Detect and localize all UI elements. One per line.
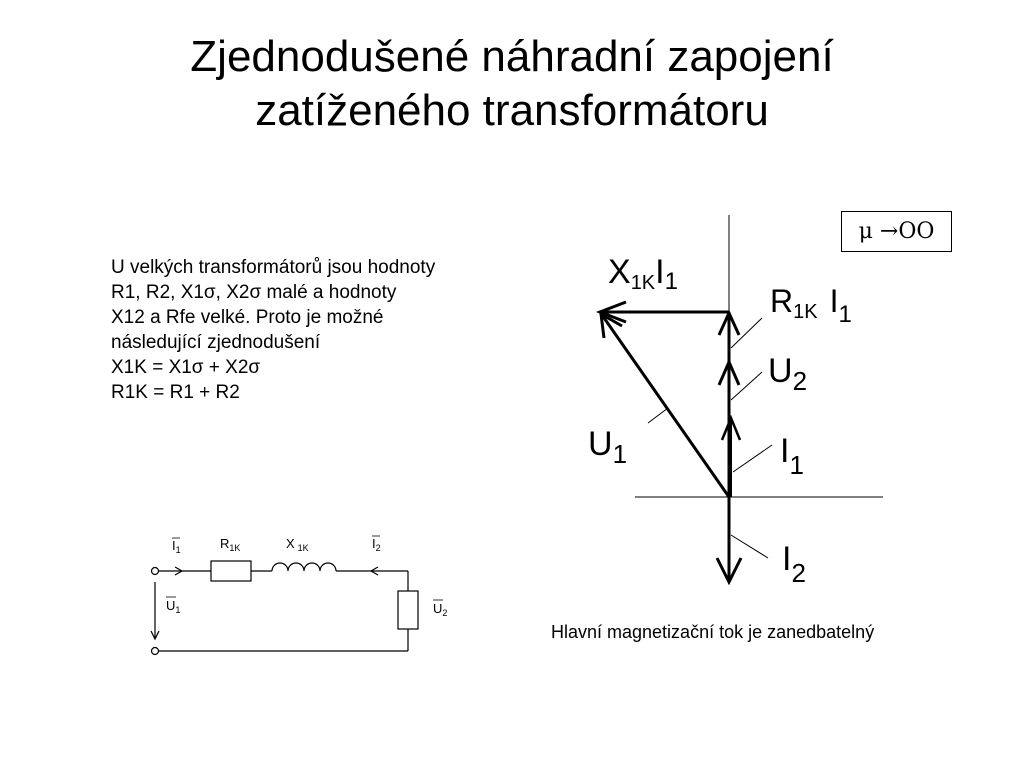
circuit-label-r1k: $R_{1K}$ xyxy=(220,536,241,553)
circuit-label-u2: $U_2$ xyxy=(433,601,448,618)
text-line: R1, R2, X1σ, X2σ malé a hodnoty xyxy=(111,282,397,303)
circuit-label-u1: $U_1$ xyxy=(166,598,181,615)
circuit-label-i2: $I_2$ xyxy=(372,536,381,553)
leader-i2 xyxy=(731,535,768,558)
label-i2: $I_2$ xyxy=(782,540,806,588)
circuit-label-i1: $I_1$ xyxy=(172,538,181,555)
label-r1k-i1: R1K $I_1$ xyxy=(770,283,852,328)
leader-r1k xyxy=(731,318,762,348)
text-line: R1K = R1 + R2 xyxy=(111,382,240,403)
phasor-caption: Hlavní magnetizační tok je zanedbatelný xyxy=(551,622,875,642)
title-line-1: Zjednodušené náhradní zapojení xyxy=(190,32,834,81)
text-line: X12 a Rfe velké. Proto je možné xyxy=(111,307,384,328)
leader-u1 xyxy=(648,408,668,423)
label-u2: $U_2$ xyxy=(768,352,808,396)
title-line-2: zatíženého transformátoru xyxy=(255,86,769,135)
label-x1k-i1: X1KI1 xyxy=(608,253,678,295)
leader-i1 xyxy=(733,445,772,472)
permeability-condition-box: μ →OO xyxy=(841,211,952,252)
label-i1: $I_1$ xyxy=(780,432,804,480)
circuit-label-x1k: X $_{1K}$ xyxy=(286,536,309,553)
text-line: X1K = X1σ + X2σ xyxy=(111,357,261,378)
text-line: následující zjednodušení xyxy=(111,332,321,353)
label-u1: $U_1$ xyxy=(588,425,628,469)
u1-phasor xyxy=(602,315,729,497)
text-line: U velkých transformátorů jsou hodnoty xyxy=(111,257,436,278)
